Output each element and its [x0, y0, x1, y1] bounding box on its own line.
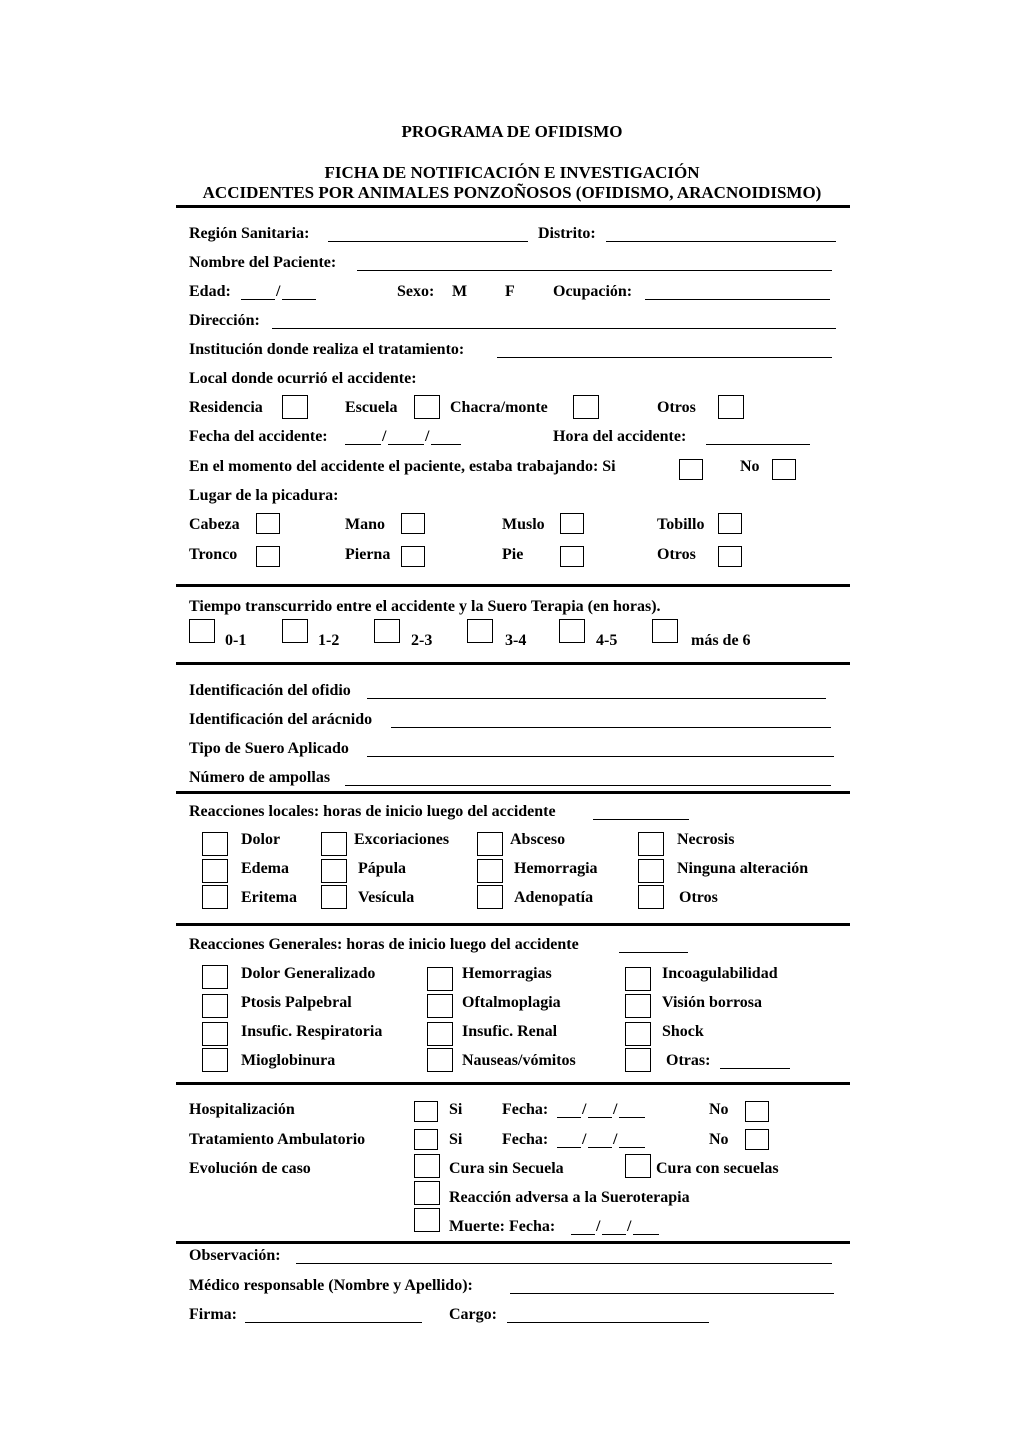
general-hemorragias-checkbox[interactable]	[427, 967, 453, 991]
serum-time-1-2-checkbox[interactable]	[282, 619, 308, 643]
general-ptosis-checkbox[interactable]	[202, 994, 228, 1018]
place-chacra-label: Chacra/monte	[450, 399, 548, 416]
general-oftalmoplagia-checkbox[interactable]	[427, 994, 453, 1018]
place-otros-checkbox[interactable]	[718, 395, 744, 419]
hospitalization-date-year[interactable]	[619, 1117, 645, 1118]
serum-time-0-1-label: 0-1	[225, 632, 247, 649]
program-title: PROGRAMA DE OFIDISMO	[401, 122, 623, 141]
spider-id-field[interactable]	[391, 727, 831, 728]
accident-hour-label: Hora del accidente:	[553, 428, 687, 445]
ampoules-label: Número de ampollas	[189, 769, 331, 786]
form-subtitle: ACCIDENTES POR ANIMALES PONZOÑOSOS (OFIDISMO, ARACNOIDISMO)	[202, 183, 822, 202]
local-papula-label: Pápula	[358, 860, 407, 877]
local-papula-checkbox[interactable]	[321, 859, 347, 883]
spider-id-label: Identificación del arácnido	[189, 711, 373, 728]
death-date-month[interactable]	[602, 1234, 626, 1235]
ambulatory-date-label: Fecha:	[502, 1131, 549, 1148]
ambulatory-label: Tratamiento Ambulatorio	[189, 1131, 366, 1148]
ambulatory-si-checkbox[interactable]	[414, 1129, 438, 1150]
patient-name-label: Nombre del Paciente:	[189, 254, 337, 271]
local-adenopatia-label: Adenopatía	[514, 889, 594, 906]
local-hemorragia-checkbox[interactable]	[477, 859, 503, 883]
working-si-checkbox[interactable]	[679, 459, 703, 480]
local-eritema-label: Eritema	[241, 889, 297, 906]
site-muslo-label: Muslo	[502, 516, 545, 533]
hospitalization-no-checkbox[interactable]	[745, 1101, 769, 1122]
date-sep-1: /	[382, 428, 387, 445]
signature-label: Firma:	[189, 1306, 237, 1323]
general-oftalmoplagia-label: Oftalmoplagia	[462, 994, 561, 1011]
general-vision-label: Visión borrosa	[662, 994, 763, 1011]
general-hemorragias-label: Hemorragias	[462, 965, 552, 982]
local-dolor-label: Dolor	[241, 831, 281, 848]
local-ninguna-checkbox[interactable]	[638, 859, 664, 883]
hospitalization-label: Hospitalización	[189, 1101, 295, 1118]
institution-field[interactable]	[497, 357, 832, 358]
general-renal-label: Insufic. Renal	[462, 1023, 558, 1040]
doctor-label: Médico responsable (Nombre y Apellido):	[189, 1277, 473, 1294]
institution-label: Institución donde realiza el tratamiento:	[189, 341, 465, 358]
general-reactions-label: Reacciones Generales: horas de inicio luego del accidente	[189, 936, 579, 953]
general-dolor-checkbox[interactable]	[202, 965, 228, 989]
date-sep: /	[582, 1101, 587, 1118]
snake-id-label: Identificación del ofidio	[189, 682, 351, 699]
site-cabeza-label: Cabeza	[189, 516, 240, 533]
evolution-label: Evolución de caso	[189, 1160, 311, 1177]
cure-sequel-checkbox[interactable]	[625, 1154, 651, 1178]
site-otros-label: Otros	[657, 546, 696, 563]
ambulatory-date-year[interactable]	[619, 1147, 645, 1148]
observation-field[interactable]	[296, 1263, 832, 1264]
section-divider	[176, 662, 850, 665]
ambulatory-si-label: Si	[449, 1131, 463, 1148]
death-label: Muerte: Fecha:	[449, 1218, 556, 1235]
date-sep-2: /	[425, 428, 430, 445]
death-checkbox[interactable]	[414, 1208, 440, 1232]
date-sep: /	[613, 1131, 618, 1148]
local-absceso-label: Absceso	[510, 831, 566, 848]
site-tobillo-label: Tobillo	[657, 516, 705, 533]
serum-time-3-4-checkbox[interactable]	[467, 619, 493, 643]
position-label: Cargo:	[449, 1306, 497, 1323]
general-mioglobinura-checkbox[interactable]	[202, 1048, 228, 1072]
place-escuela-label: Escuela	[345, 399, 398, 416]
site-pie-label: Pie	[502, 546, 524, 563]
serum-time-1-2-label: 1-2	[318, 632, 340, 649]
local-vesicula-label: Vesícula	[358, 889, 415, 906]
date-sep: /	[596, 1218, 601, 1235]
local-excoriaciones-label: Excoriaciones	[354, 831, 450, 848]
snake-id-field[interactable]	[367, 698, 826, 699]
date-sep: /	[582, 1131, 587, 1148]
ambulatory-date-day[interactable]	[557, 1147, 581, 1148]
patient-name-field[interactable]	[357, 270, 832, 271]
ambulatory-date-month[interactable]	[588, 1147, 612, 1148]
general-ptosis-label: Ptosis Palpebral	[241, 994, 352, 1011]
site-pie-checkbox[interactable]	[560, 546, 584, 567]
local-hemorragia-label: Hemorragia	[514, 860, 598, 877]
serum-time-4-5-label: 4-5	[596, 632, 618, 649]
sex-label: Sexo:	[397, 283, 435, 300]
age-field-2[interactable]	[282, 299, 316, 300]
district-field[interactable]	[606, 241, 836, 242]
section-divider	[176, 923, 850, 926]
working-no-checkbox[interactable]	[772, 459, 796, 480]
general-mioglobinura-label: Mioglobinura	[241, 1052, 336, 1069]
serum-time-6plus-label: más de 6	[691, 632, 751, 649]
general-respiratoria-checkbox[interactable]	[202, 1022, 228, 1046]
hospitalization-no-label: No	[709, 1101, 729, 1118]
general-nauseas-checkbox[interactable]	[427, 1048, 453, 1072]
position-field[interactable]	[507, 1322, 709, 1323]
local-otros-label: Otros	[679, 889, 718, 906]
serum-time-0-1-checkbox[interactable]	[189, 619, 215, 643]
general-otras-field[interactable]	[720, 1068, 790, 1069]
age-label: Edad:	[189, 283, 231, 300]
cure-sequel-label: Cura con secuelas	[656, 1160, 779, 1177]
death-date-day[interactable]	[571, 1234, 595, 1235]
local-ninguna-label: Ninguna alteración	[677, 860, 809, 877]
cure-no-sequel-checkbox[interactable]	[414, 1154, 440, 1178]
occupation-label: Ocupación:	[553, 283, 633, 300]
general-respiratoria-label: Insufic. Respiratoria	[241, 1023, 383, 1040]
sex-option-f[interactable]: F	[505, 283, 515, 300]
working-no-label: No	[740, 458, 760, 475]
accident-hour-field[interactable]	[706, 444, 810, 445]
general-nauseas-label: Nauseas/vómitos	[462, 1052, 576, 1069]
hospitalization-date-month[interactable]	[588, 1117, 612, 1118]
place-residencia-label: Residencia	[189, 399, 263, 416]
general-incoagulabilidad-checkbox[interactable]	[625, 967, 651, 991]
serum-time-label: Tiempo transcurrido entre el accidente y la Suero Terapia (en horas).	[189, 598, 661, 615]
hospitalization-si-label: Si	[449, 1101, 463, 1118]
section-divider	[176, 1241, 850, 1244]
serum-time-3-4-label: 3-4	[505, 632, 527, 649]
adverse-reaction-label: Reacción adversa a la Sueroterapia	[449, 1189, 690, 1206]
adverse-reaction-checkbox[interactable]	[414, 1181, 440, 1205]
hospitalization-date-label: Fecha:	[502, 1101, 549, 1118]
hospitalization-date-day[interactable]	[557, 1117, 581, 1118]
place-chacra-checkbox[interactable]	[573, 395, 599, 419]
local-reactions-hours-field[interactable]	[593, 819, 689, 820]
ambulatory-no-checkbox[interactable]	[745, 1129, 769, 1150]
region-field[interactable]	[328, 241, 528, 242]
cure-no-sequel-label: Cura sin Secuela	[449, 1160, 564, 1177]
serum-time-6plus-checkbox[interactable]	[652, 619, 678, 643]
site-tobillo-checkbox[interactable]	[718, 513, 742, 534]
general-vision-checkbox[interactable]	[625, 994, 651, 1018]
accident-date-month[interactable]	[388, 444, 424, 445]
general-reactions-hours-field[interactable]	[619, 952, 688, 953]
general-shock-label: Shock	[662, 1023, 704, 1040]
age-separator: /	[276, 283, 281, 300]
local-vesicula-checkbox[interactable]	[321, 885, 347, 909]
hospitalization-si-checkbox[interactable]	[414, 1101, 438, 1122]
doctor-field[interactable]	[510, 1293, 834, 1294]
date-sep: /	[613, 1101, 618, 1118]
date-sep: /	[627, 1218, 632, 1235]
local-edema-checkbox[interactable]	[202, 859, 228, 883]
accident-place-label: Local donde ocurrió el accidente:	[189, 370, 417, 387]
site-mano-label: Mano	[345, 516, 385, 533]
site-mano-checkbox[interactable]	[401, 513, 425, 534]
region-label: Región Sanitaria:	[189, 225, 310, 242]
section-divider	[176, 584, 850, 587]
general-renal-checkbox[interactable]	[427, 1022, 453, 1046]
ampoules-field[interactable]	[345, 785, 831, 786]
general-dolor-label: Dolor Generalizado	[241, 965, 376, 982]
local-otros-checkbox[interactable]	[638, 885, 664, 909]
serum-type-label: Tipo de Suero Aplicado	[189, 740, 349, 757]
local-edema-label: Edema	[241, 860, 289, 877]
accident-date-year[interactable]	[431, 444, 461, 445]
serum-time-2-3-checkbox[interactable]	[374, 619, 400, 643]
site-tronco-checkbox[interactable]	[256, 546, 280, 567]
general-otras-checkbox[interactable]	[625, 1048, 651, 1072]
address-field[interactable]	[272, 328, 836, 329]
general-shock-checkbox[interactable]	[625, 1022, 651, 1046]
serum-type-field[interactable]	[367, 756, 834, 757]
local-dolor-checkbox[interactable]	[202, 832, 228, 856]
local-absceso-checkbox[interactable]	[477, 832, 503, 856]
serum-time-4-5-checkbox[interactable]	[559, 619, 585, 643]
sex-option-m[interactable]: M	[452, 283, 468, 300]
site-otros-checkbox[interactable]	[718, 546, 742, 567]
observation-label: Observación:	[189, 1247, 281, 1264]
occupation-field[interactable]	[645, 299, 830, 300]
place-residencia-checkbox[interactable]	[282, 395, 308, 419]
site-muslo-checkbox[interactable]	[560, 513, 584, 534]
general-incoagulabilidad-label: Incoagulabilidad	[662, 965, 778, 982]
section-divider	[176, 791, 850, 794]
local-necrosis-label: Necrosis	[677, 831, 735, 848]
site-pierna-checkbox[interactable]	[401, 546, 425, 567]
serum-time-2-3-label: 2-3	[411, 632, 433, 649]
site-pierna-label: Pierna	[345, 546, 391, 563]
local-eritema-checkbox[interactable]	[202, 885, 228, 909]
site-cabeza-checkbox[interactable]	[256, 513, 280, 534]
section-divider	[176, 1082, 850, 1085]
header-divider	[176, 205, 850, 208]
place-otros-label: Otros	[657, 399, 696, 416]
form-title: FICHA DE NOTIFICACIÓN E INVESTIGACIÓN	[324, 163, 700, 182]
bite-site-label: Lugar de la picadura:	[189, 487, 339, 504]
ambulatory-no-label: No	[709, 1131, 729, 1148]
district-label: Distrito:	[538, 225, 596, 242]
death-date-year[interactable]	[633, 1234, 659, 1235]
accident-date-label: Fecha del accidente:	[189, 428, 328, 445]
signature-field[interactable]	[245, 1322, 422, 1323]
local-reactions-label: Reacciones locales: horas de inicio luego del accidente	[189, 803, 556, 820]
age-field-1[interactable]	[241, 299, 275, 300]
general-otras-label: Otras:	[666, 1052, 711, 1069]
local-adenopatia-checkbox[interactable]	[477, 885, 503, 909]
local-necrosis-checkbox[interactable]	[638, 832, 664, 856]
site-tronco-label: Tronco	[189, 546, 238, 563]
address-label: Dirección:	[189, 312, 260, 329]
accident-date-day[interactable]	[345, 444, 381, 445]
place-escuela-checkbox[interactable]	[414, 395, 440, 419]
working-label: En el momento del accidente el paciente, estaba trabajando: Si	[189, 458, 616, 475]
local-excoriaciones-checkbox[interactable]	[321, 832, 347, 856]
